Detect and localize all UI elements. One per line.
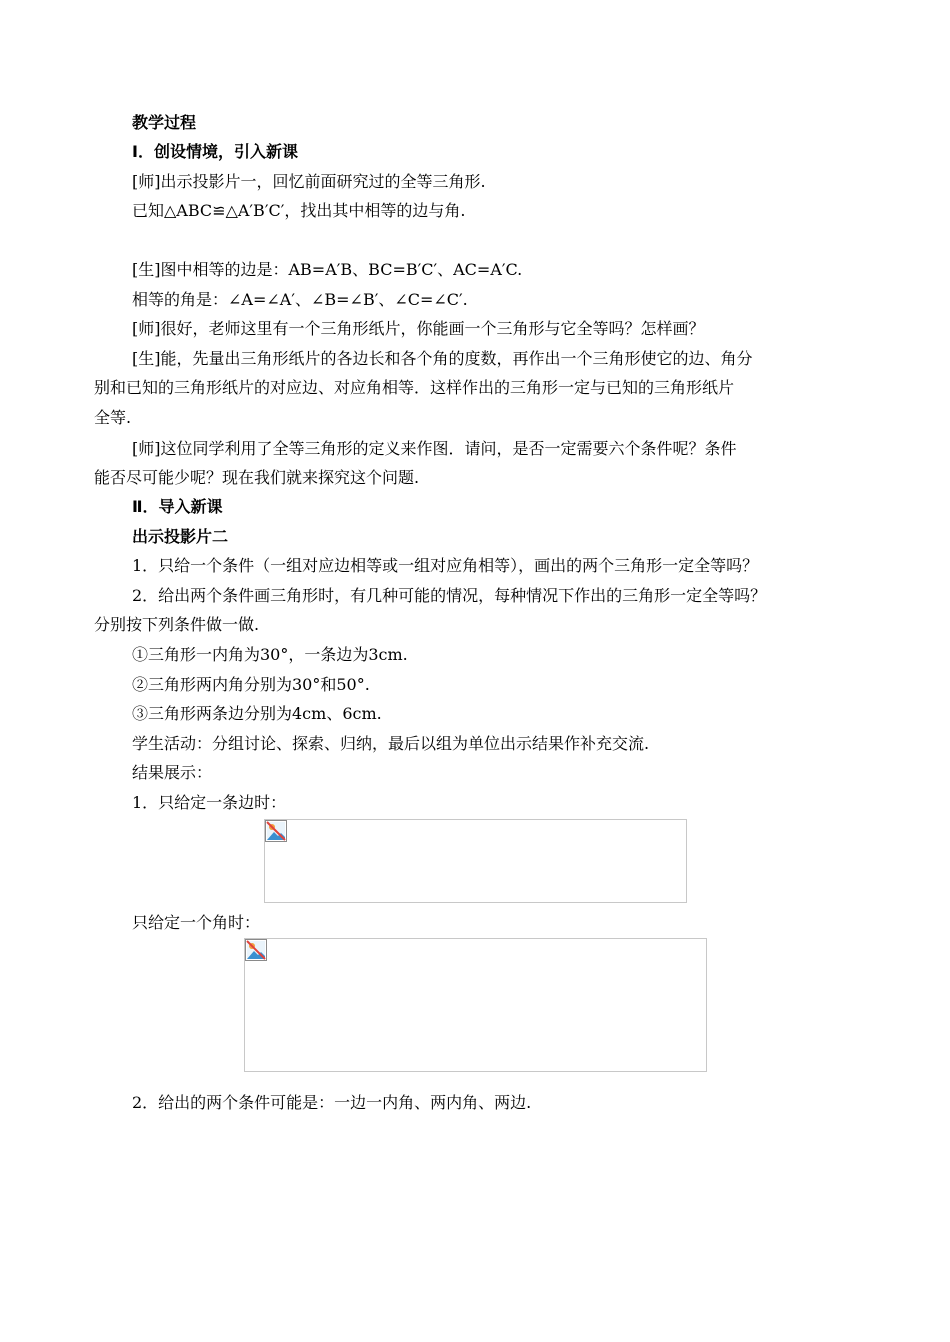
paragraph: 能否尽可能少呢？现在我们就来探究这个问题. [94,468,420,487]
paragraph: 相等的角是：∠A=∠A′、∠B=∠B′、∠C=∠C′. [132,290,468,309]
paragraph: [师]出示投影片一，回忆前面研究过的全等三角形. [132,172,486,191]
question: 2．给出两个条件画三角形时，有几种可能的情况，每种情况下作出的三角形一定全等吗？ [132,586,767,605]
condition-item: ③三角形两条边分别为4cm、6cm. [132,704,382,723]
paragraph: 1．只给定一条边时： [132,793,287,812]
question: 分别按下列条件做一做. [94,615,260,634]
image-placeholder [264,819,687,903]
paragraph: 已知△ABC≌△A′B′C′，找出其中相等的边与角. [132,201,466,220]
question: 1．只给一个条件（一组对应边相等或一组对应角相等），画出的两个三角形一定全等吗？ [132,556,759,575]
condition-item: ①三角形一内角为30°，一条边为3cm. [132,645,408,664]
lesson-title: 教学过程 [132,113,197,132]
paragraph: [师]很好，老师这里有一个三角形纸片，你能画一个三角形与它全等吗？怎样画？ [132,319,705,338]
condition-item: ②三角形两内角分别为30°和50°. [132,675,370,694]
section-heading-1: Ⅰ．创设情境，引入新课 [132,142,298,161]
paragraph: 只给定一个角时： [132,913,261,932]
broken-image-icon [265,820,287,842]
subheading: 出示投影片二 [132,527,229,546]
paragraph: [师]这位同学利用了全等三角形的定义来作图．请问，是否一定需要六个条件呢？条件 [132,439,737,458]
paragraph: 学生活动：分组讨论、探索、归纳，最后以组为单位出示结果作补充交流. [132,734,650,753]
paragraph: 结果展示： [132,763,213,782]
paragraph: [生]图中相等的边是：AB=A′B、BC=B′C′、AC=A′C. [132,260,523,279]
paragraph: [生]能，先量出三角形纸片的各边长和各个角的度数，再作出一个三角形使它的边、角分 [132,349,753,368]
paragraph: 别和已知的三角形纸片的对应边、对应角相等．这样作出的三角形一定与已知的三角形纸片 [94,378,735,397]
section-heading-2: Ⅱ．导入新课 [132,497,223,516]
paragraph: 2．给出的两个条件可能是：一边一内角、两内角、两边. [132,1093,532,1112]
paragraph: 全等. [94,408,132,427]
image-placeholder [244,938,707,1072]
broken-image-icon [245,939,267,961]
